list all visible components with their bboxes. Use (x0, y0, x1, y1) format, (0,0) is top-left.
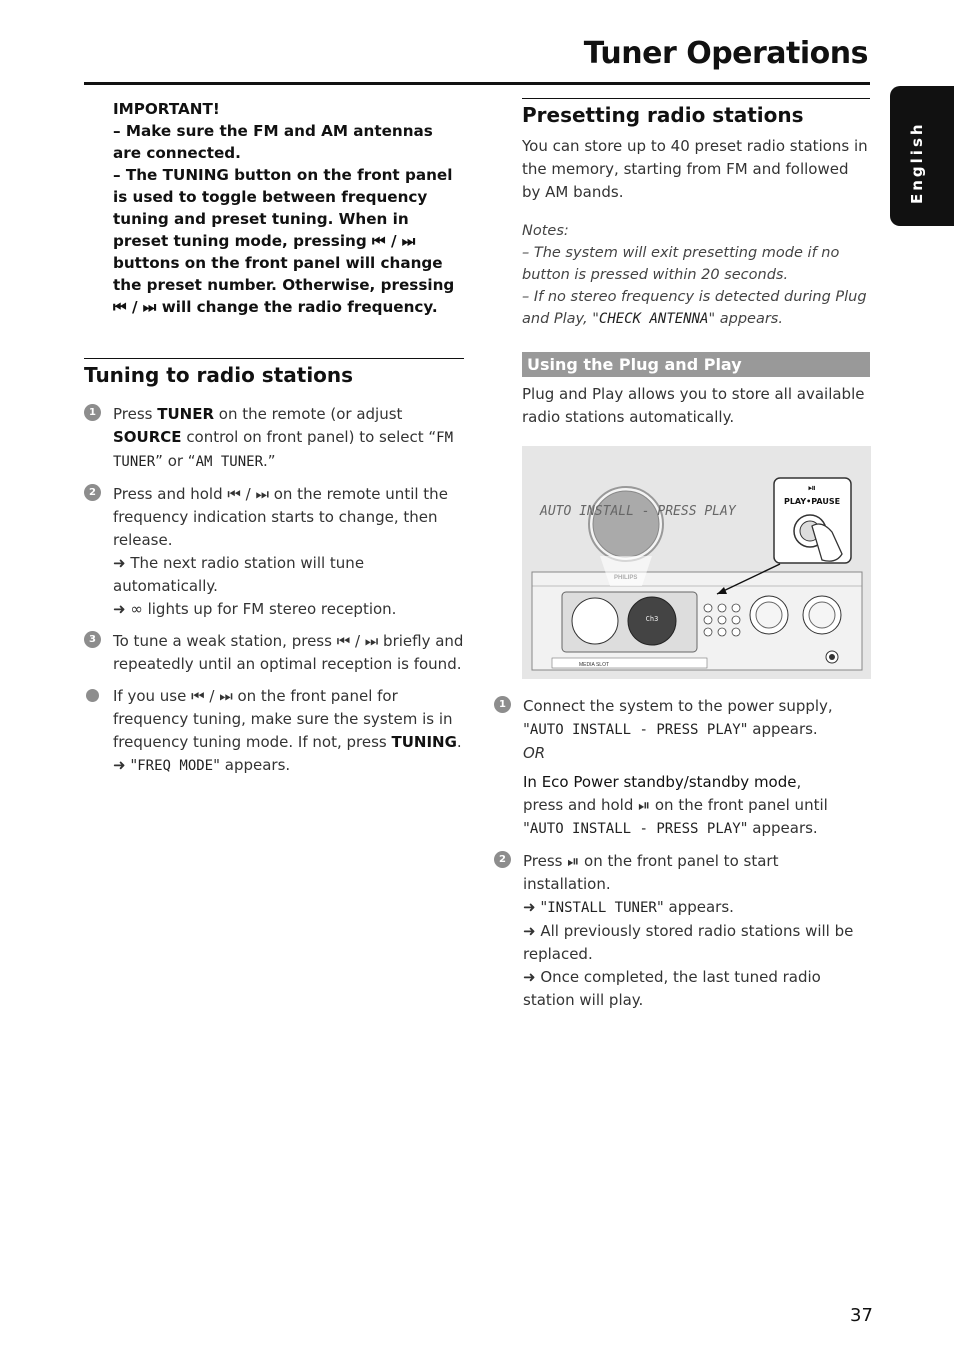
pp-step1-a: Connect the system to the power supply, " (523, 697, 833, 738)
step1-text-i: .” (263, 452, 276, 470)
important-box (113, 98, 464, 318)
presetting-notes (522, 220, 870, 330)
install-tuner-display: INSTALL TUNER (547, 900, 657, 916)
check-antenna-display: CHECK ANTENNA (598, 311, 709, 327)
important-line-1: – Make sure the FM and AM antennas are connected. (113, 122, 433, 162)
auto-install-display-2: AUTO INSTALL - PRESS PLAY (529, 821, 741, 837)
step2-result-2: ➜ ∞ lights up for FM stereo reception. (113, 600, 397, 618)
step2-result-1: ➜ The next radio station will tune automatically. (113, 554, 365, 595)
source-key: SOURCE (113, 428, 182, 446)
tuning-step-1 (84, 403, 464, 474)
bullet-result-a: ➜ " (113, 756, 138, 774)
pp-step2-b: ➜ " (523, 898, 548, 916)
illus-display-text: AUTO INSTALL - PRESS PLAY (540, 504, 736, 519)
step-number-2: 2 (84, 484, 101, 501)
important-line-2: – The TUNING button on the front panel is used to toggle between frequency tuning and preset tuning. When in preset tuning mode, pressing ⏮ / ⏭ buttons on the front panel will change the preset number. Otherwise, pressing ⏮ / ⏭ will change the radio frequency. (113, 166, 455, 316)
tuning-step-3 (84, 630, 464, 676)
pp-step1-e: press and hold ⏯ on the front panel until " (523, 796, 828, 837)
step1-text-g: ” or “ (155, 452, 196, 470)
important-heading: IMPORTANT! (113, 100, 220, 118)
step1-text-c: on the remote (or adjust (214, 405, 403, 423)
tuning-heading: Tuning to radio stations (84, 358, 464, 387)
pp-step1-g: " appears. (740, 819, 818, 837)
bullet-dot (86, 689, 99, 702)
language-tab (890, 86, 954, 226)
tuning-key: TUNING (391, 733, 457, 751)
step2-text: Press and hold ⏮ / ⏭ on the remote until the frequency indication starts to change, then release. (113, 485, 448, 549)
tuning-steps (84, 403, 464, 778)
bullet-text-c: . (456, 733, 462, 751)
fm-tuner-display: FM TUNER (113, 430, 454, 470)
tuner-key: TUNER (157, 405, 215, 423)
pp-step2-d: " appears. (656, 898, 734, 916)
pp-step1-c: " appears. (740, 720, 818, 738)
note-1: – The system will exit presetting mode if no button is pressed within 20 seconds. (522, 245, 840, 283)
left-column (84, 98, 464, 787)
auto-install-display-1: AUTO INSTALL - PRESS PLAY (529, 722, 741, 738)
plug-play-heading: Using the Plug and Play (522, 352, 870, 377)
notes-label: Notes: (522, 223, 569, 239)
tuning-step-2 (84, 483, 464, 621)
bullet-text-a: If you use ⏮ / ⏭ on the front panel for frequency tuning, make sure the system is in frequency tuning mode. If not, press (113, 687, 453, 751)
pp-step2-f: ➜ Once completed, the last tuned radio station will play. (523, 968, 821, 1009)
presetting-heading: Presetting radio stations (522, 98, 870, 127)
plug-play-steps (494, 695, 870, 1012)
plug-play-step-1: 1 Connect the system to the power supply, "AUTO INSTALL - PRESS PLAY" appears. OR In Eco Power standby/standby mode, press and hold ⏯ on the front panel until "AUTO INSTALL - PRESS PLAY" appears. (494, 695, 870, 841)
title-rule (84, 82, 870, 85)
language-label: English (908, 121, 926, 204)
step3-text: To tune a weak station, press ⏮ / ⏭ briefly and repeatedly until an optimal reception is found. (113, 632, 464, 673)
page-title: Tuner Operations (583, 36, 868, 71)
plug-play-step-2 (494, 850, 870, 1012)
pp-step-number-1: 1 (494, 696, 511, 713)
page-number: 37 (850, 1305, 873, 1326)
pp-step2-e: ➜ All previously stored radio stations will be replaced. (523, 922, 854, 963)
step1-text-a: Press (113, 405, 158, 423)
pp-step2-a: Press ⏯ on the front panel to start installation. (523, 852, 779, 893)
am-tuner-display: AM TUNER (195, 454, 264, 470)
svg-text:⏯: ⏯ (808, 483, 816, 494)
illus-media-slot: MEDIA SLOT (579, 662, 610, 668)
step1-text-e: control on front panel) to select “ (181, 428, 437, 446)
note-2-a: – If no stereo frequency is detected during Plug and Play, " (522, 289, 867, 327)
step-number-1: 1 (84, 404, 101, 421)
illus-button-label: PLAY•PAUSE (783, 497, 841, 506)
freq-mode-display: FREQ MODE (137, 758, 214, 774)
pp-or: OR (523, 744, 546, 762)
presetting-intro: You can store up to 40 preset radio stations in the memory, starting from FM and followed by AM bands. (522, 137, 868, 201)
svg-text:Ch3: Ch3 (645, 615, 659, 623)
step-number-3: 3 (84, 631, 101, 648)
tuning-bullet (84, 685, 464, 778)
device-illustration (522, 446, 871, 679)
bullet-result-f: " appears. (213, 756, 291, 774)
pp-eco-power: In Eco Power standby/standby mode (523, 773, 797, 791)
pp-step-number-2: 2 (494, 851, 511, 868)
right-column (494, 98, 870, 1021)
plug-play-intro: Plug and Play allows you to store all available radio stations automatically. (522, 385, 865, 426)
device-svg (522, 446, 871, 679)
note-2-c: " appears. (708, 311, 783, 327)
